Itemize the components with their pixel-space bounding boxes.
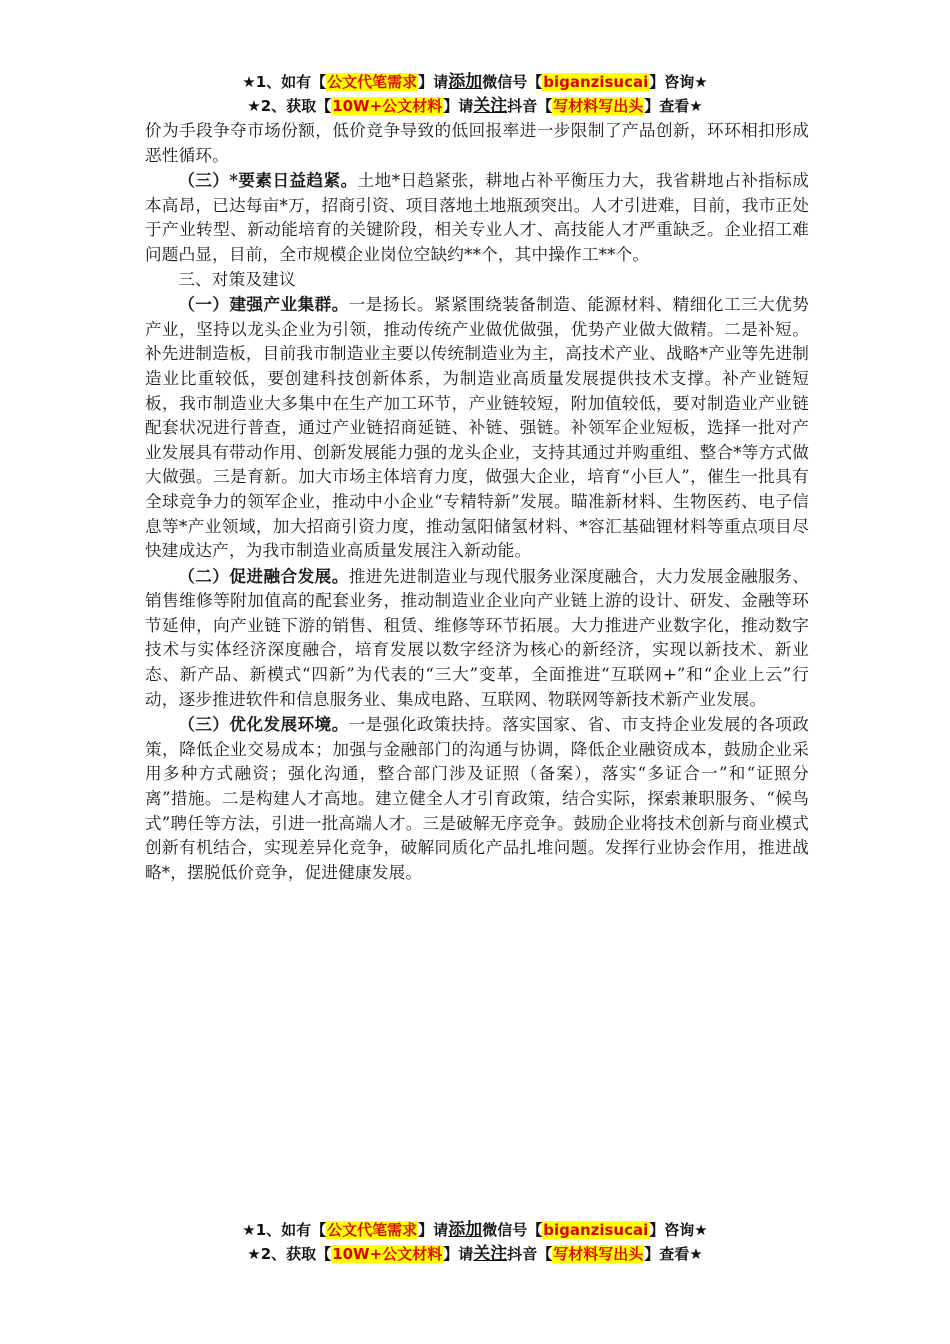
highlight-douyin-id: 写材料写出头 xyxy=(553,1245,644,1263)
subheading: （三）优化发展环境。 xyxy=(178,714,349,735)
highlight-materials: 10W+公文材料 xyxy=(332,1245,443,1263)
banner-line-2 xyxy=(0,1242,950,1266)
banner-text: 】查看★ xyxy=(644,1245,703,1263)
highlight-service: 公文代笔需求 xyxy=(327,73,418,91)
subheading: （二）促进融合发展。 xyxy=(178,565,349,586)
banner-emphasis: 添加 xyxy=(448,1220,483,1240)
banner-text: 微信号【 xyxy=(482,73,543,91)
banner-text: 】请 xyxy=(443,1245,474,1263)
document-body xyxy=(145,119,809,885)
banner-line-1 xyxy=(0,1218,950,1242)
banner-text: 】查看★ xyxy=(644,97,703,115)
highlight-materials: 10W+公文材料 xyxy=(332,97,443,115)
subheading: （一）建强产业集群。 xyxy=(178,294,349,315)
paragraph: （三）优化发展环境。一是强化政策扶持。落实国家、省、市支持企业发展的各项政策，降低企业交易成本；加强与金融部门的沟通与协调，降低企业融资成本，鼓励企业采用多种方式融资；强化沟通，整合部门涉及证照（备案），落实“多证合一”和“证照分离”措施。二是构建人才高地。建立健全人才引育政策，结合实际，探索兼职服务、“候鸟式”聘任等方法，引进一批高端人才。三是破解无序竞争。鼓励企业将技术创新与商业模式创新有机结合，实现差异化竞争，破解同质化产品扎堆问题。发挥行业协会作用，推进战略*，摆脱低价竞争，促进健康发展。 xyxy=(145,714,809,882)
banner-emphasis: 关注 xyxy=(473,96,508,116)
banner-text: 1、如有【 xyxy=(255,1221,327,1239)
footer-banner xyxy=(0,1218,950,1266)
header-banner xyxy=(0,70,950,118)
section-heading: 三、对策及建议 xyxy=(178,269,296,289)
highlight-douyin-id: 写材料写出头 xyxy=(553,97,644,115)
banner-text: 抖音【 xyxy=(507,1245,553,1263)
star-icon: ★ xyxy=(242,73,256,91)
banner-text: 抖音【 xyxy=(507,97,553,115)
highlight-service: 公文代笔需求 xyxy=(327,1221,418,1239)
star-icon: ★ xyxy=(247,97,261,115)
highlight-wechat-id: biganzisucai xyxy=(543,1221,649,1239)
banner-text: 微信号【 xyxy=(482,1221,543,1239)
star-icon: ★ xyxy=(242,1221,256,1239)
banner-text: 2、获取【 xyxy=(260,97,332,115)
paragraph: （二）促进融合发展。推进先进制造业与现代服务业深度融合，大力发展金融服务、销售维修等附加值高的配套业务，推动制造业企业向产业链上游的设计、研发、金融等环节延伸，向产业链下游的销售、租赁、维修等环节拓展。大力推进产业数字化，推动数字技术与实体经济深度融合，培育发展以数字经济为核心的新经济，实现以新技术、新业态、新产品、新模式“四新”为代表的“三大”变革，全面推进“互联网+”和“企业上云”行动，逐步推进软件和信息服务业、集成电路、互联网、物联网等新技术新产业发展。 xyxy=(145,565,809,709)
subheading: （三）*要素日益趋紧。 xyxy=(178,170,358,191)
banner-emphasis: 关注 xyxy=(473,1244,508,1264)
banner-text: 】请 xyxy=(418,1221,449,1239)
banner-emphasis: 添加 xyxy=(448,72,483,92)
paragraph: （三）*要素日益趋紧。土地*日趋紧张，耕地占补平衡压力大，我省耕地占补指标成本高昂，已达每亩*万，招商引资、项目落地土地瓶颈突出。人才引进难，目前，我市正处于产业转型、新动能培育的关键阶段，相关专业人才、高技能人才严重缺乏。企业招工难问题凸显，目前，全市规模企业岗位空缺约**个，其中操作工**个。 xyxy=(145,170,809,264)
banner-line-2 xyxy=(0,94,950,118)
banner-text: 2、获取【 xyxy=(260,1245,332,1263)
paragraph: （一）建强产业集群。一是扬长。紧紧围绕装备制造、能源材料、精细化工三大优势产业，坚持以龙头企业为引领，推动传统产业做优做强，优势产业做大做精。二是补短。补先进制造板，目前我市制造业主要以传统制造业为主，高技术产业、战略*产业等先进制造业比重较低，要创建科技创新体系，为制造业高质量发展提供技术支撑。补产业链短板，我市制造业大多集中在生产加工环节，产业链较短，附加值较低，要对制造业产业链配套状况进行普查，通过产业链招商延链、补链、强链。补领军企业短板，选择一批对产业发展具有带动作用、创新发展能力强的龙头企业，支持其通过并购重组、整合*等方式做大做强。三是育新。加大市场主体培育力度，做强大企业，培育“小巨人”，催生一批具有全球竞争力的领军企业，推动中小企业“专精特新”发展。瞄准新材料、生物医药、电子信息等*产业领域，加大招商引资力度，推动氢阳储氢材料、*容汇基础锂材料等重点项目尽快建成达产，为我市制造业高质量发展注入新动能。 xyxy=(145,294,809,561)
banner-text: 1、如有【 xyxy=(255,73,327,91)
star-icon: ★ xyxy=(247,1245,261,1263)
banner-text: 】请 xyxy=(443,97,474,115)
banner-text: 】请 xyxy=(418,73,449,91)
banner-text: 】咨询★ xyxy=(649,1221,708,1239)
paragraph: 价为手段争夺市场份额，低价竞争导致的低回报率进一步限制了产品创新，环环相扣形成恶性循环。 xyxy=(145,121,809,165)
banner-line-1 xyxy=(0,70,950,94)
highlight-wechat-id: biganzisucai xyxy=(543,73,649,91)
banner-text: 】咨询★ xyxy=(649,73,708,91)
